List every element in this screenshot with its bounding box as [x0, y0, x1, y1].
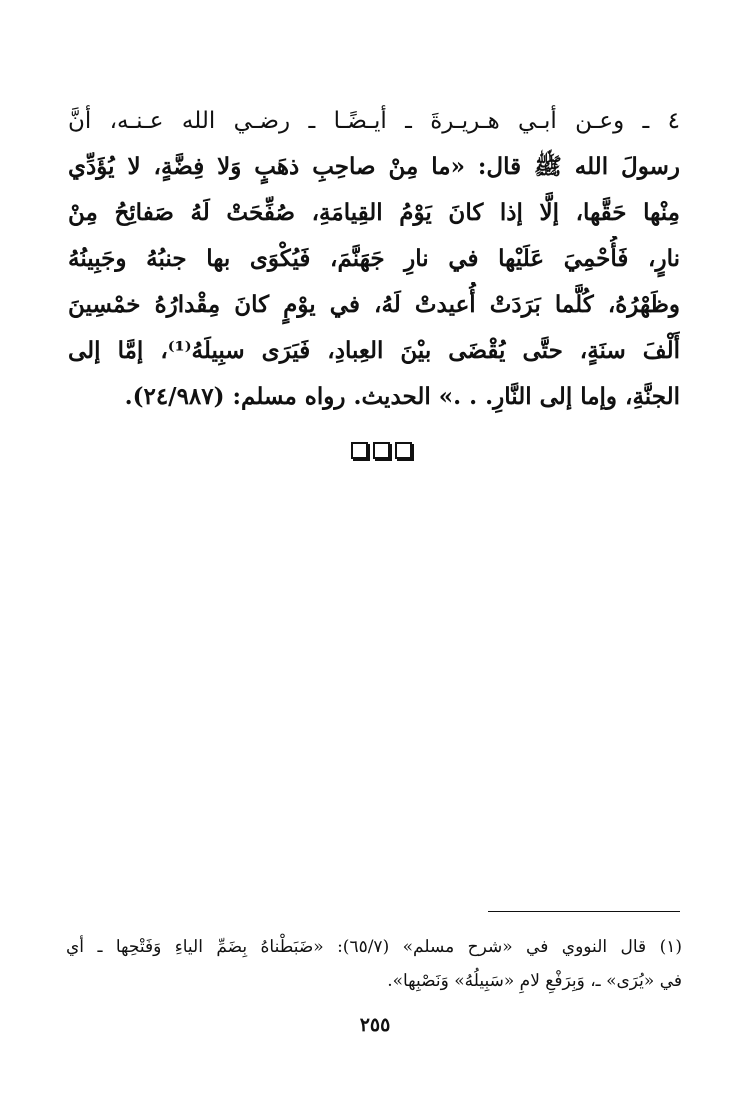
text-line-1: ٤ ـ وعـن أبـي هـريـرةَ ـ أيـضًـا ـ رضـي الله عـنـه، أنَّ	[68, 108, 680, 134]
footnote-line-1: (١) قال النووي في «شرح مسلم» (٦٥/٧): «ضَبَطْناهُ بِضَمِّ الياءِ وَفَتْحِها ـ أي	[66, 937, 682, 957]
square-ornament-icon	[373, 442, 390, 459]
text-line-3: مِنْها حَقَّها، إلَّا إذا كانَ يَوْمُ القِيامَةِ، صُفِّحَتْ لَهُ صَفائِحُ مِنْ	[68, 199, 680, 226]
square-ornament-icon	[395, 442, 412, 459]
footnote-block	[66, 930, 682, 998]
square-ornament-icon	[351, 442, 368, 459]
section-separator-ornament	[341, 442, 421, 464]
page-number: ٢٥٥	[359, 1014, 391, 1036]
hadith-paragraph	[68, 98, 680, 420]
text-line-7: الجنَّةِ، وإما إلى النَّارِ. . .» الحديث. رواه مسلم: (٢٤/٩٨٧).	[124, 383, 680, 410]
text-line-5: وظَهْرُهُ، كُلَّما بَرَدَتْ أُعيدتْ لَهُ، في يوْمٍ كانَ مِقْدارُهُ خمْسِينَ	[68, 291, 680, 318]
text-line-4: نارٍ، فَأُحْمِيَ عَلَيْها في نارِ جَهَنَّمَ، فَيُكْوَى بها جنبُهُ وجَبِينُهُ	[68, 245, 680, 272]
footnote-line-2: في «يُرَى» ـ، وَبِرَفْعِ لامِ «سَبِيلُهُ» وَنَصْبِها».	[387, 971, 682, 991]
text-line-6: أَلْفَ سنَةٍ، حتَّى يُقْضَى بيْنَ العِبادِ، فَيَرَى سبِيلَهُ⁽¹⁾، إمَّا إلى	[68, 337, 680, 364]
footnote-divider	[488, 911, 680, 912]
text-line-2: رسولَ الله ﷺ قال: «ما مِنْ صاحِبِ ذهَبٍ وَلا فِضَّةٍ، لا يُؤَدِّي	[68, 153, 680, 180]
